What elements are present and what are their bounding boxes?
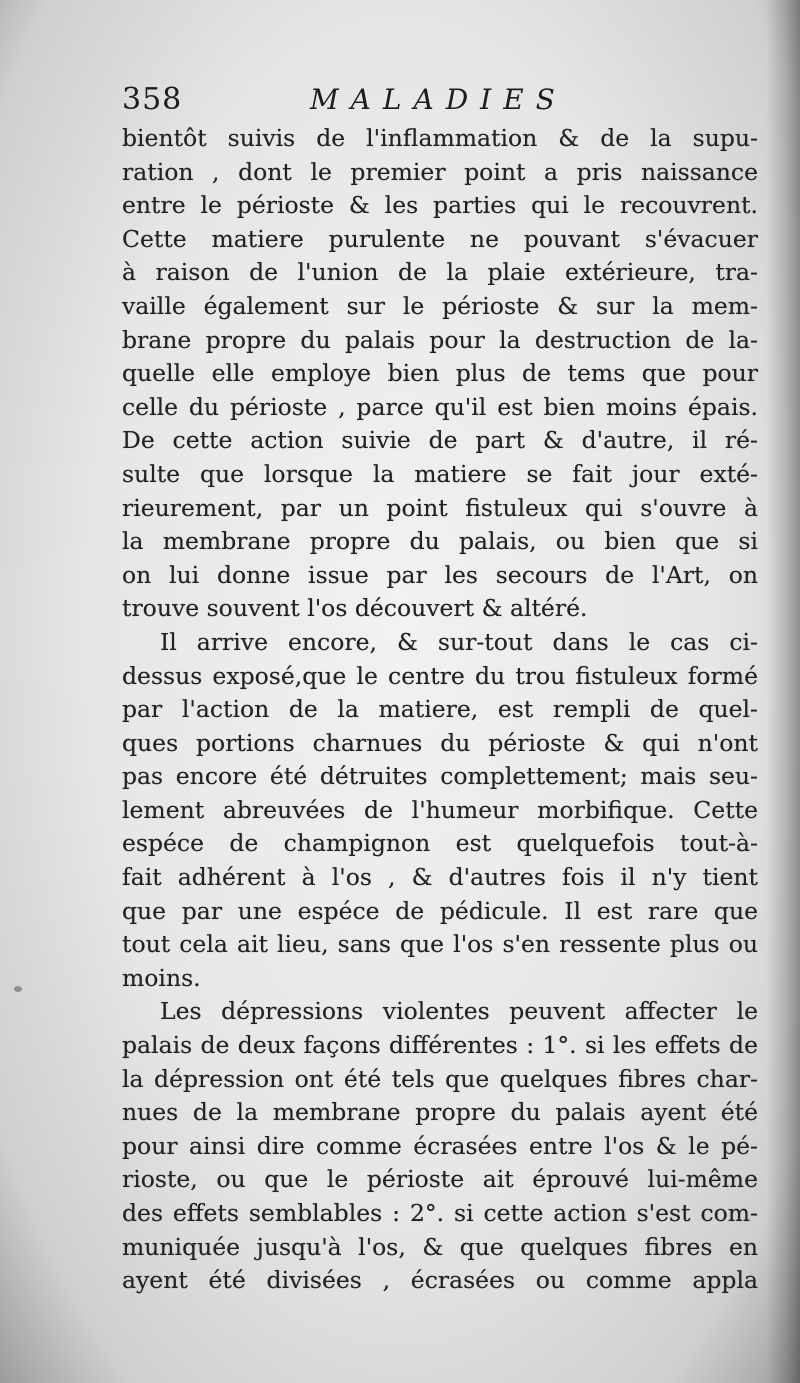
text-line: rieurement, par un point fistuleux qui s'ouvre à	[122, 493, 758, 522]
text-line: moins.	[122, 963, 201, 992]
paper-speck	[14, 986, 22, 992]
text-line: brane propre du palais pour la destruction de la-	[122, 325, 758, 354]
text-line: entre le périoste & les parties qui le recouvrent.	[122, 191, 758, 220]
text-line: quelle elle employe bien plus de tems que pour	[122, 359, 758, 388]
text-line: ayent été divisées , écrasées ou comme appla	[122, 1266, 758, 1295]
text-line: on lui donne issue par les secours de l'Art, on	[122, 560, 758, 589]
text-line: dessus exposé,que le centre du trou fistuleux formé	[122, 661, 758, 690]
text-line: lement abreuvées de l'humeur morbifique. Cette	[122, 795, 758, 824]
body-text	[122, 122, 758, 1298]
text-line: muniquée jusqu'à l'os, & que quelques fibres en	[122, 1232, 758, 1261]
text-line: bientôt suivis de l'inflammation & de la supu-	[122, 124, 758, 152]
text-line: rioste, ou que le périoste ait éprouvé lui-même	[122, 1165, 758, 1194]
text-line: ques portions charnues du périoste & qui n'ont	[122, 728, 758, 757]
text-line: à raison de l'union de la plaie extérieure, tra-	[122, 258, 758, 287]
text-line: la dépression ont été tels que quelques fibres char-	[122, 1064, 758, 1093]
text-line: palais de deux façons différentes : 1°. si les effets de	[122, 1031, 758, 1060]
text-line: que par une espéce de pédicule. Il est rare que	[122, 896, 758, 925]
text-line: tout cela ait lieu, sans que l'os s'en ressente plus ou	[122, 930, 758, 959]
text-line: fait adhérent à l'os , & d'autres fois il n'y tient	[122, 863, 758, 892]
page-number: 358	[122, 82, 183, 117]
text-line: des effets semblables : 2°. si cette action s'est com-	[122, 1199, 758, 1227]
page-header	[122, 78, 762, 122]
text-line: Cette matiere purulente ne pouvant s'évacuer	[122, 224, 758, 253]
text-line: Les dépressions violentes peuvent affecter le	[160, 997, 758, 1026]
page-edge-shadow	[766, 0, 800, 1383]
text-line: vaille également sur le périoste & sur la mem-	[122, 291, 758, 320]
text-line: celle du périoste , parce qu'il est bien moins épais.	[122, 392, 758, 421]
text-line: pas encore été détruites complettement; mais seu-	[122, 762, 758, 791]
text-line: trouve souvent l'os découvert & altéré.	[122, 594, 588, 623]
text-line: sulte que lorsque la matiere se fait jour exté-	[122, 459, 758, 488]
text-line: Il arrive encore, & sur-tout dans le cas ci-	[160, 627, 758, 656]
text-line: pour ainsi dire comme écrasées entre l'os & le pé-	[122, 1131, 758, 1160]
text-line: De cette action suivie de part & d'autre, il ré-	[122, 426, 758, 455]
running-title: MALADIES	[310, 83, 567, 116]
text-line: espéce de champignon est quelquefois tout-à-	[122, 829, 758, 858]
text-line: ration , dont le premier point a pris naissance	[122, 157, 758, 186]
text-line: par l'action de la matiere, est rempli de quel-	[122, 695, 758, 724]
text-line: la membrane propre du palais, ou bien que si	[122, 527, 758, 556]
text-line: nues de la membrane propre du palais ayent été	[122, 1098, 758, 1127]
